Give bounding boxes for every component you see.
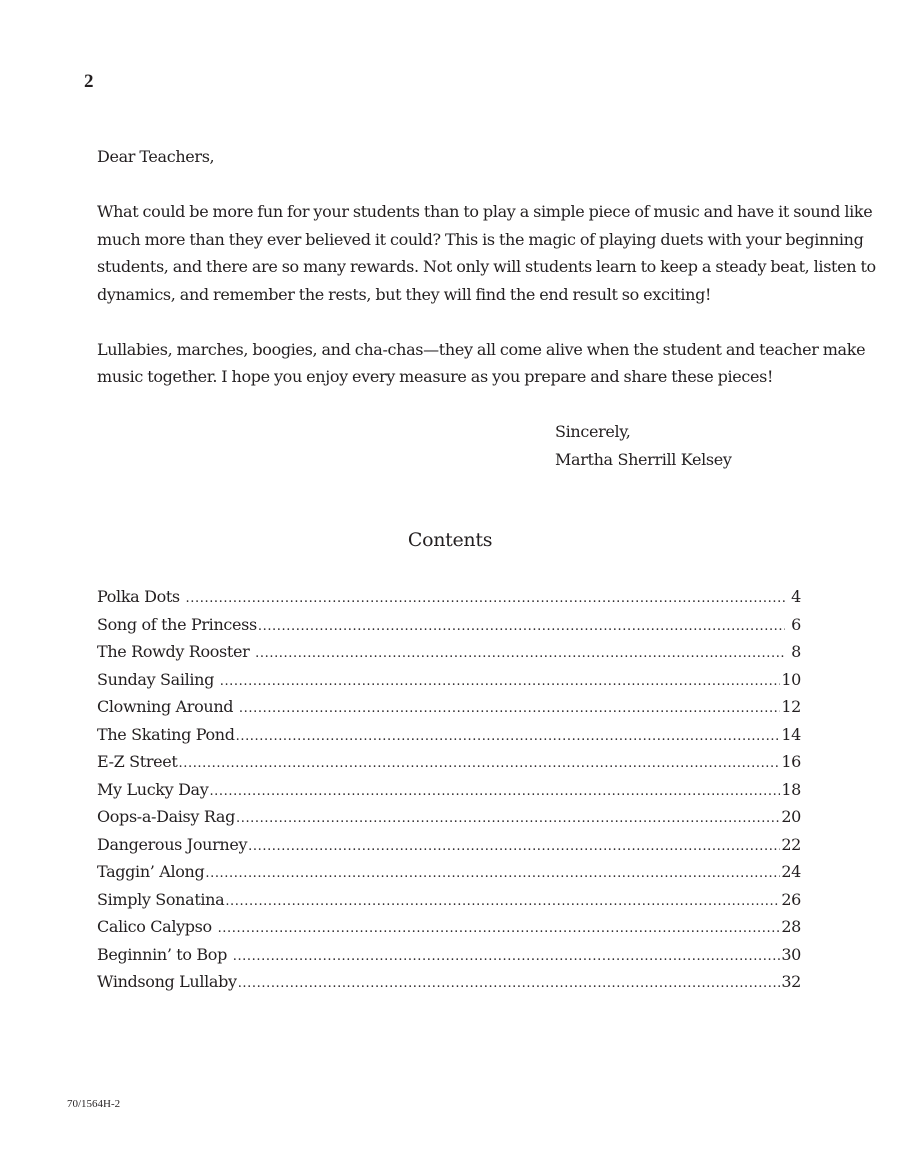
letter-signoff	[555, 418, 732, 473]
toc-entry	[97, 803, 801, 831]
toc-entry-page: 28	[781, 917, 801, 936]
letter-line: Lullabies, marches, boogies, and cha-chas—they all come alive when the student and teacher make	[97, 339, 866, 359]
signature: Martha Sherrill Kelsey	[555, 449, 732, 469]
toc-entry	[97, 941, 801, 969]
toc-dot-leader	[205, 860, 780, 886]
toc-entry	[97, 968, 801, 996]
toc-dot-leader	[218, 915, 781, 941]
toc-entry	[97, 831, 801, 859]
letter-line: dynamics, and remember the rests, but they will find the end result so exciting!	[97, 284, 712, 304]
toc-entry-title: The Rowdy Rooster	[97, 642, 255, 661]
toc-entry	[97, 721, 801, 749]
footer-catalog-code: 70/1564H-2	[67, 1098, 121, 1110]
toc-entry-page: 10	[781, 669, 801, 689]
toc-entry-title: Calico Calypso	[97, 917, 217, 936]
toc-entry	[97, 666, 801, 694]
toc-entry-title: Simply Sonatina	[97, 889, 225, 909]
toc-entry-title: Beginnin’ to Bop	[97, 944, 232, 964]
toc-dot-leader	[220, 668, 781, 694]
salutation: Dear Teachers,	[97, 147, 215, 166]
toc-dot-leader	[236, 805, 780, 831]
toc-dot-leader	[236, 723, 781, 749]
toc-dot-leader	[258, 613, 786, 639]
toc-entry	[97, 611, 801, 639]
page-number: 2	[84, 71, 94, 92]
toc-entry-page: 6	[786, 614, 801, 634]
toc-entry-title: Dangerous Journey	[97, 834, 248, 854]
toc-entry	[97, 776, 801, 804]
toc-entry-title: Clowning Around	[97, 697, 238, 716]
toc-entry-title: My Lucky Day	[97, 779, 209, 799]
letter-line: music together. I hope you enjoy every measure as you prepare and share these pieces!	[97, 367, 774, 386]
toc-entry-page: 16	[781, 752, 801, 771]
letter-line: students, and there are so many rewards. Not only will students learn to keep a steady beat, listen to	[97, 257, 876, 276]
toc-entry-page: 30	[781, 944, 801, 964]
toc-entry-title: Oops-a-Daisy Rag	[97, 807, 235, 826]
toc-entry-page: 8	[786, 642, 801, 661]
table-of-contents	[97, 583, 801, 996]
toc-entry-page: 14	[781, 724, 801, 744]
toc-entry	[97, 886, 801, 914]
toc-entry-title: Sunday Sailing	[97, 669, 219, 689]
toc-entry-page: 22	[781, 834, 801, 854]
toc-entry	[97, 583, 801, 611]
toc-dot-leader	[238, 970, 781, 996]
letter-line: What could be more fun for your students than to play a simple piece of music and have it sound like	[97, 202, 873, 221]
toc-entry	[97, 638, 801, 666]
toc-entry-page: 12	[781, 697, 801, 716]
toc-dot-leader	[233, 943, 781, 969]
toc-entry	[97, 748, 801, 776]
toc-entry	[97, 858, 801, 886]
toc-entry-page: 26	[781, 889, 801, 909]
toc-entry-title: Song of the Princess	[97, 614, 257, 634]
toc-dot-leader	[225, 888, 780, 914]
letter-line: much more than they ever believed it could? This is the magic of playing duets with your beginning	[97, 229, 864, 249]
toc-dot-leader	[255, 640, 785, 666]
letter-paragraph-1	[97, 198, 876, 308]
closing: Sincerely,	[555, 422, 631, 441]
toc-entry-title: E-Z Street	[97, 752, 178, 771]
toc-entry-page: 32	[781, 972, 801, 991]
toc-dot-leader	[209, 778, 780, 804]
toc-entry	[97, 913, 801, 941]
toc-entry-page: 24	[781, 862, 801, 881]
toc-entry-title: Taggin’ Along	[97, 862, 205, 881]
toc-entry-page: 4	[786, 587, 801, 606]
toc-entry-title: Polka Dots	[97, 587, 185, 606]
toc-entry-title: Windsong Lullaby	[97, 972, 237, 991]
toc-entry-page: 20	[781, 807, 801, 826]
toc-dot-leader	[179, 750, 781, 776]
contents-heading: Contents	[407, 529, 493, 551]
toc-entry	[97, 693, 801, 721]
toc-entry-page: 18	[781, 779, 801, 799]
letter-body	[97, 143, 876, 391]
toc-dot-leader	[186, 585, 786, 611]
toc-entry-title: The Skating Pond	[97, 724, 235, 744]
toc-dot-leader	[248, 833, 780, 859]
letter-paragraph-2	[97, 336, 866, 391]
toc-dot-leader	[239, 695, 780, 721]
